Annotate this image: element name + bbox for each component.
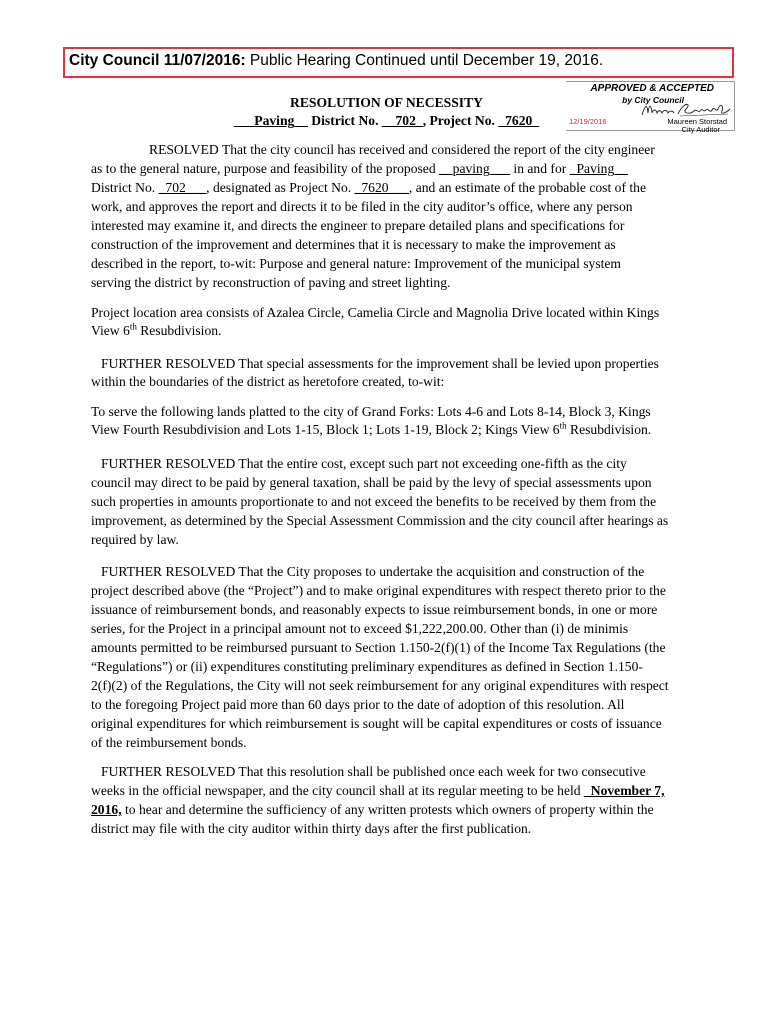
title-subheading: ___Paving__ District No. __702_, Project No. _7620_: [233, 113, 540, 128]
title-heading: RESOLUTION OF NECESSITY: [290, 95, 483, 110]
location-paragraph: Project location area consists of Azalea Circle, Camelia Circle and Magnolia Drive located within Kings View 6th Resubdivision.: [91, 305, 660, 338]
approval-stamp: [566, 81, 735, 134]
banner-text: Public Hearing Continued until December 19, 2016.: [245, 52, 604, 69]
stamp-council-label: by City Council: [622, 95, 684, 105]
resolution-title: [220, 94, 553, 130]
stamp-auditor-title: City Auditor: [681, 125, 720, 134]
banner-bold-label: City Council 11/07/2016:: [69, 52, 246, 69]
resolved-paragraph: RESOLVED That the city council has received and considered the report of the city engineer as to the general nature, purpose and feasibility of the proposed __paving___ in and for _Paving__ District No. _702___, designated as Project No. _7620___, and an estimate of the probable cost of the work, and approves the report and directs it to be filed in the city auditor’s office, where any person interested may examine it, and directs the engineer to prepare detailed plans and specifications for construction of the improvement and determines that it is necessary to make the improvement as described in the report, to-wit: Purpose and general nature: Improvement of the municipal system serving the district by reconstruction of paving and street lighting.: [91, 142, 655, 290]
reimbursement-paragraph: FURTHER RESOLVED That the City proposes to undertake the acquisition and construction of the project described above (the “Project”) and to make original expenditures with respect thereto prior to the issuance of reimbursement bonds, and reasonably expects to issue reimbursement bonds, in one or more series, for the Project in a principal amount not to exceed $1,222,200.00. Other than (i) de minimis amounts permitted to be reimbursed pursuant to Section 1.150-2(f)(1) of the Income Tax Regulations (the “Regulations”) or (ii) expenditures constituting preliminary expenditures as defined in Section 1.150- 2(f)(2) of the Regulations, the City will not seek reimbursement for any original expenditures with respect to the foregoing Project paid more than 60 days prior to the date of adoption of this resolution. All original expenditures for which reimbursement is sought will be capital expenditures or costs of issuance of the reimbursement bonds.: [91, 564, 669, 750]
stamp-auditor-name: Maureen Storstad: [667, 117, 727, 126]
stamp-date: 12/19/2016: [569, 117, 607, 126]
lands-paragraph: To serve the following lands platted to the city of Grand Forks: Lots 4-6 and Lots 8-14, Block 3, Kings View Fourth Resubdivision and Lots 1-15, Block 1; Lots 1-19, Block 2; Kings View 6th Resubdivision.: [91, 404, 652, 437]
assessment-paragraph: FURTHER RESOLVED That special assessments for the improvement shall be levied upon properties within the boundaries of the district as heretofore created, to-wit:: [91, 356, 659, 389]
publication-paragraph: FURTHER RESOLVED That this resolution shall be published once each week for two consecutive weeks in the official newspaper, and the city council shall at its regular meeting to be held _November 7, 2016, to hear and determine the sufficiency of any written protests which owners of property within the district may file with the city auditor within thirty days after the first publication.: [91, 764, 665, 836]
stamp-approved-label: APPROVED & ACCEPTED: [590, 83, 714, 94]
cost-paragraph: FURTHER RESOLVED That the entire cost, except such part not exceeding one-fifth as the city council may direct to be paid by general taxation, shall be paid by the levy of special assessments upon such properties in amounts proportionate to and not exceed the benefits to be received by them from the improvement, as determined by the Special Assessment Commission and the city council after hearings as required by law.: [91, 456, 669, 547]
hearing-banner: [63, 47, 734, 78]
